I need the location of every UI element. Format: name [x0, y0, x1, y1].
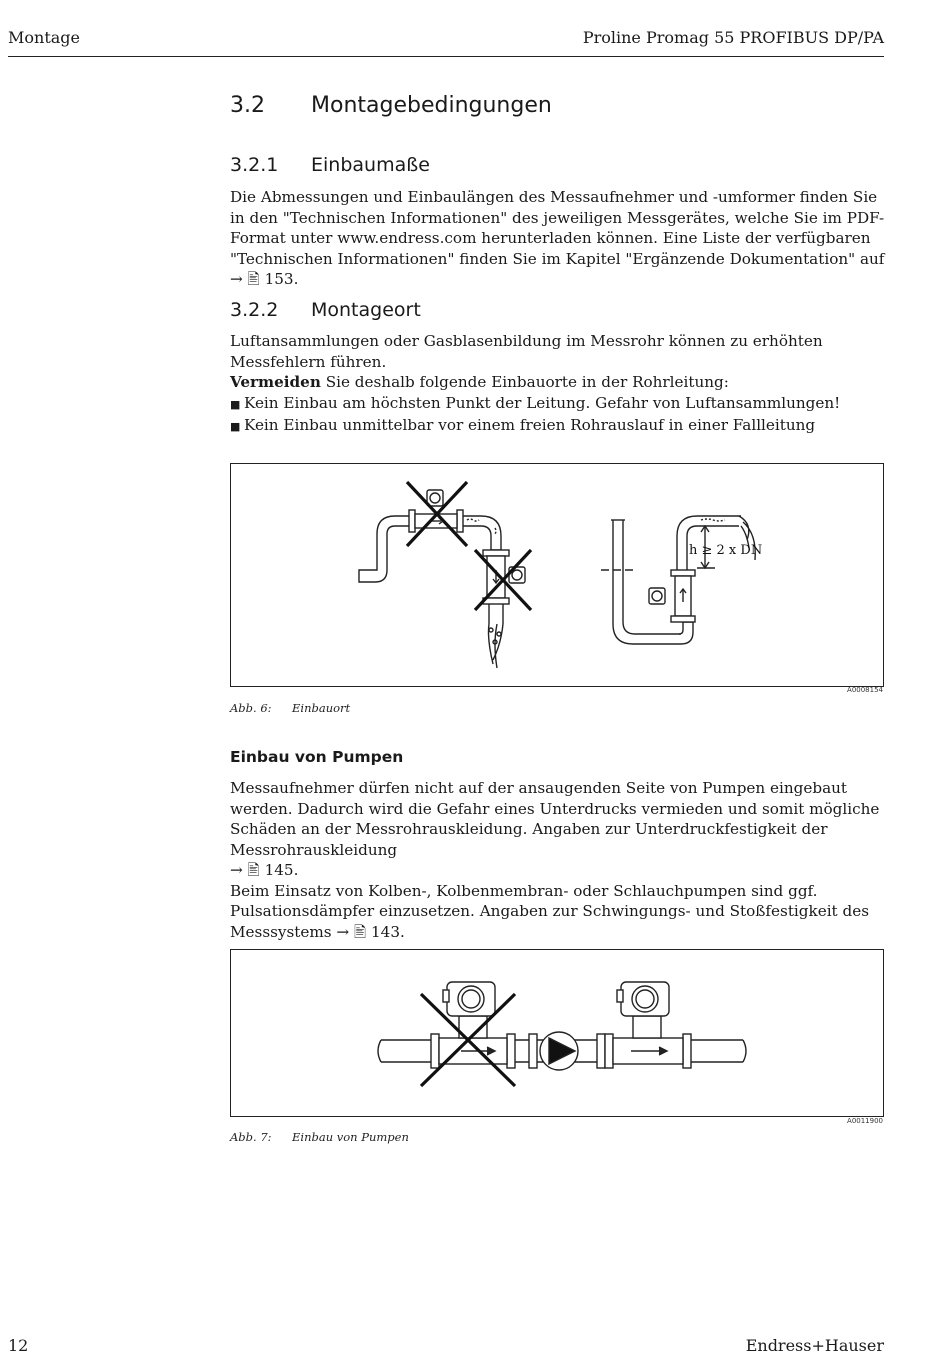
pumps-text-1: Messaufnehmer dürfen nicht auf der ansaugenden Seite von Pumpen eingebaut werden. Dadurch wird die Gefahr eines Unterdrucks vermieden und somit mögliche Schäden an der Messrohrauskleidung. Angaben zur Unterdruckfestigkeit der Messrohrauskleidung	[230, 779, 880, 859]
header-product: Proline Promag 55 PROFIBUS DP/PA	[582, 28, 884, 47]
bullet-icon: ■	[230, 397, 241, 411]
einbaumasse-paragraph	[230, 187, 885, 290]
page-reference-link[interactable]: → 🖹 145.	[230, 861, 299, 879]
brand-name: Endress+Hauser	[745, 1336, 884, 1355]
caption-number: Abb. 7:	[230, 1130, 272, 1144]
subsection-title: Montageort	[311, 299, 421, 321]
montageort-paragraph	[230, 331, 885, 438]
caption-number: Abb. 6:	[230, 701, 272, 715]
caption-text: Einbau von Pumpen	[292, 1130, 409, 1144]
figure-caption	[230, 701, 350, 715]
section-heading	[230, 93, 552, 118]
subsection-title: Einbaumaße	[311, 154, 430, 176]
header-chapter: Montage	[8, 28, 80, 47]
montageort-text: Luftansammlungen oder Gasblasenbildung im Messrohr können zu erhöhten Messfehlern führen.	[230, 332, 823, 371]
list-item: ■ Kein Einbau unmittelbar vor einem freien Rohrauslauf in einer Fallleitung	[230, 415, 885, 438]
section-number: 3.2	[230, 93, 265, 118]
dimension-label: h ≥ 2 x DN	[689, 543, 763, 558]
page-number: 12	[8, 1336, 29, 1355]
caption-text: Einbauort	[292, 701, 351, 715]
figure-id: A0008154	[847, 686, 883, 694]
bullet-icon: ■	[230, 420, 241, 433]
einbauort-illustration	[231, 464, 883, 686]
pumps-paragraph	[230, 778, 885, 942]
figure-id: A0011900	[847, 1117, 883, 1125]
pumps-heading: Einbau von Pumpen	[230, 748, 404, 766]
avoid-emphasis: Vermeiden	[230, 373, 321, 391]
pumpen-illustration	[231, 950, 883, 1116]
section-title: Montagebedingungen	[311, 93, 552, 118]
avoid-text: Sie deshalb folgende Einbauorte in der Rohrleitung:	[320, 373, 729, 391]
page-reference-link[interactable]: → 🖹 143.	[336, 922, 405, 941]
pumps-text-2: Beim Einsatz von Kolben-, Kolbenmembran- oder Schlauchpumpen sind ggf. Pulsationsdämpfer einzusetzen. Angaben zur Schwingungs- und Stoßfestigkeit des Messsystems	[230, 881, 869, 941]
einbaumasse-text: Die Abmessungen und Einbaulängen des Messaufnehmer und -umformer finden Sie in den "Technischen Informationen" des jeweiligen Messgerätes, welche Sie im PDF-Format unter www.endress.com herunterladen können. Eine Liste der verfügbaren "Technischen Informationen" finden Sie im Kapitel "Ergänzende Dokumentation" auf	[230, 188, 885, 268]
figure-einbauort	[230, 463, 884, 687]
figure-caption	[230, 1130, 409, 1144]
list-item: ■ Kein Einbau am höchsten Punkt der Leitung. Gefahr von Luftansammlungen!	[230, 393, 885, 416]
page-reference-link[interactable]: → 🖹 153.	[230, 270, 299, 288]
subsection-heading-montageort	[230, 299, 421, 321]
subsection-number: 3.2.2	[230, 299, 279, 321]
figure-pumpen	[230, 949, 884, 1117]
subsection-heading-einbaumasse	[230, 154, 430, 176]
header-divider	[8, 56, 884, 57]
subsection-number: 3.2.1	[230, 154, 279, 176]
